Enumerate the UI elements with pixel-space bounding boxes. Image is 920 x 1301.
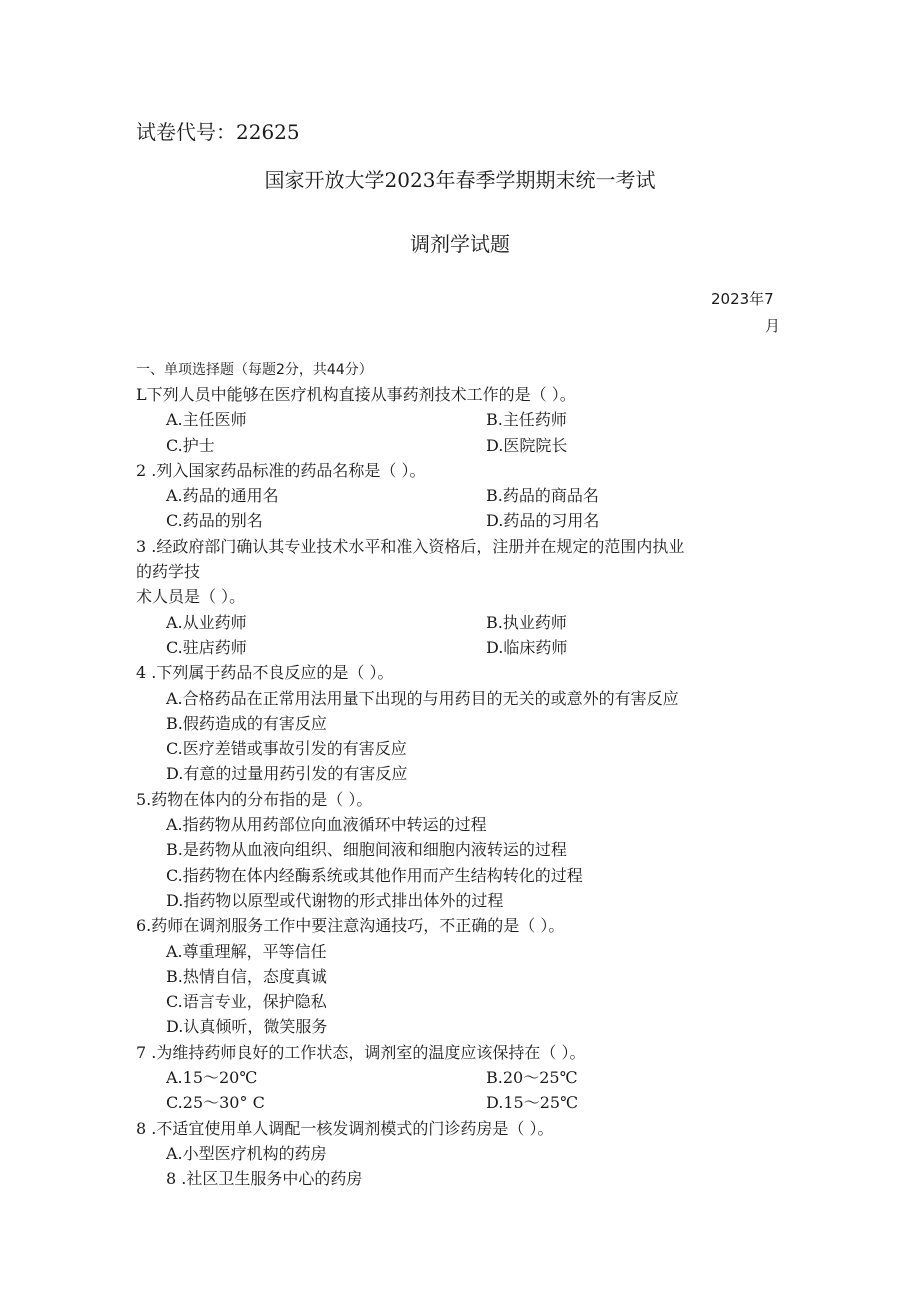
question-stem: 2 .列入国家药品标准的药品名称是（ ）。 xyxy=(136,460,426,480)
option-a: A.主任医师 xyxy=(166,410,247,430)
option-d: D.医院院长 xyxy=(486,435,568,455)
question-stem: 7 .为维持药师良好的工作状态，调剂室的温度应该保持在（ ）。 xyxy=(136,1042,586,1062)
option-d: D.药品的习用名 xyxy=(486,511,600,531)
question-list xyxy=(136,382,796,1192)
option-a: A.从业药师 xyxy=(166,612,247,632)
option-a: A.15～20℃ xyxy=(166,1068,258,1088)
question-stem: 5.药物在体内的分布指的是（ ）。 xyxy=(136,789,373,809)
option-b: B.假药造成的有害反应 xyxy=(166,713,327,733)
option-row xyxy=(136,508,796,533)
question-stem: 6.药师在调剂服务工作中要注意沟通技巧，不正确的是（ ）。 xyxy=(136,916,565,936)
option-b: B.热情自信，态度真诚 xyxy=(166,966,327,986)
question-stem: L下列人员中能够在医疗机构直接从事药剂技术工作的是（ ）。 xyxy=(136,385,576,404)
question-stem: 4 .下列属于药品不良反应的是（ ）。 xyxy=(136,663,394,683)
option-c: C.25～30° C xyxy=(166,1093,265,1113)
exam-date-line2: 月 xyxy=(765,317,781,335)
option-b: B.主任药师 xyxy=(486,410,567,430)
option-a: A.药品的通用名 xyxy=(166,486,279,506)
option-d: D.认真倾听，微笑服务 xyxy=(166,1017,328,1037)
section-title: 一、单项选择题（每题2分，共44分） xyxy=(136,362,373,378)
exam-title: 国家开放大学2023年春季学期期末统一考试 xyxy=(264,168,656,192)
option-a: A.尊重理解，平等信任 xyxy=(166,941,327,961)
question-stem-continued: 的药学技 xyxy=(136,562,201,582)
option-c: C.语言专业，保护隐私 xyxy=(166,992,327,1012)
option-b: B.20～25℃ xyxy=(486,1068,578,1088)
exam-subtitle: 调剂学试题 xyxy=(410,232,510,256)
option-c: C.药品的别名 xyxy=(166,511,263,531)
option-row xyxy=(136,635,796,660)
option-a: A.合格药品在正常用法用量下出现的与用药目的无关的或意外的有害反应 xyxy=(166,688,679,708)
option-c: C.驻店药师 xyxy=(166,637,247,657)
option-row xyxy=(136,407,796,432)
option-a: A.指药物从用药部位向血液循环中转运的过程 xyxy=(166,815,487,835)
option-d: D.有意的过量用药引发的有害反应 xyxy=(166,764,408,784)
option-c: C.医疗差错或事故引发的有害反应 xyxy=(166,739,407,759)
option-row xyxy=(136,610,796,635)
option-d: D.临床药师 xyxy=(486,637,568,657)
exam-code: 试卷代号：22625 xyxy=(136,120,300,144)
option-b: B.药品的商品名 xyxy=(486,486,599,506)
option-c: C.护士 xyxy=(166,435,215,455)
question-stem: 8 .不适宜使用单人调配一核发调剂模式的门诊药房是（ ）。 xyxy=(136,1118,554,1138)
option-c: C.指药物在体内经酶系统或其他作用而产生结构转化的过程 xyxy=(166,865,583,885)
option-a: A.小型医疗机构的药房 xyxy=(166,1143,327,1163)
option-b: B.是药物从血液向组织、细胞间液和细胞内液转运的过程 xyxy=(166,840,567,860)
option-row xyxy=(136,483,796,508)
option-d: D.指药物以原型或代谢物的形式排出体外的过程 xyxy=(166,890,504,910)
option-b: B.执业药师 xyxy=(486,612,567,632)
question-stem-continued: 术人员是（ ）。 xyxy=(136,587,246,607)
option-b: 8 .社区卫生服务中心的药房 xyxy=(166,1169,363,1189)
option-row xyxy=(136,433,796,458)
option-row xyxy=(136,1065,796,1090)
option-d: D.15～25℃ xyxy=(486,1093,578,1113)
question-stem: 3 .经政府部门确认其专业技术水平和准入资格后，注册并在规定的范围内执业 xyxy=(136,536,685,556)
option-row xyxy=(136,1090,796,1115)
exam-date-line1: 2023年7 xyxy=(711,290,774,308)
